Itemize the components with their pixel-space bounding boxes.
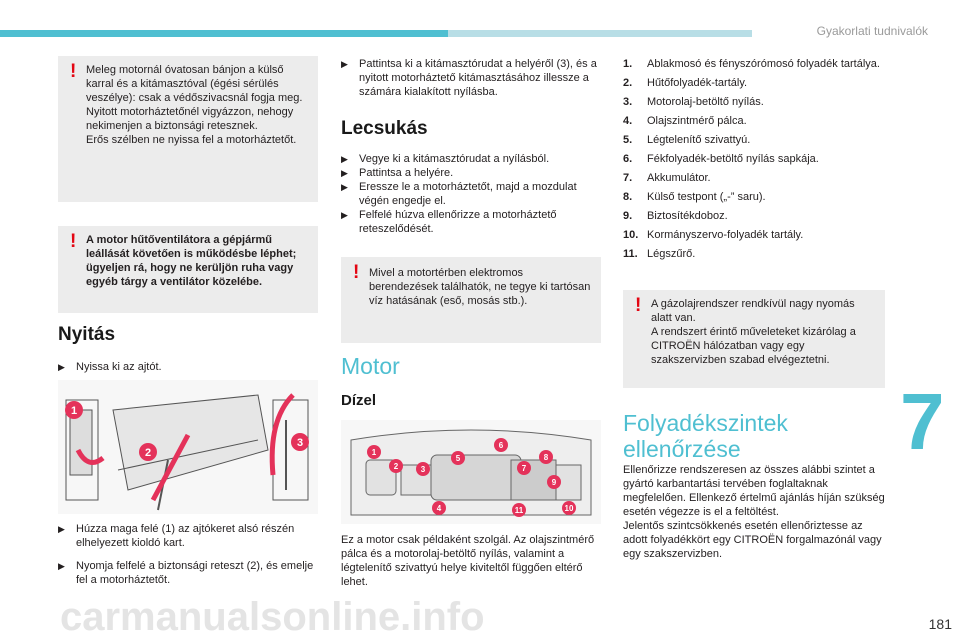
bullet-arrow-icon: ▶ bbox=[58, 362, 65, 372]
warning-box-hot-engine bbox=[58, 56, 318, 202]
heading-opening: Nyitás bbox=[58, 324, 116, 345]
callout-label: 7 bbox=[521, 464, 527, 473]
callout-label: 11 bbox=[514, 506, 524, 515]
warning-icon: ! bbox=[353, 262, 360, 283]
step-text: Eressze le a motorháztetőt, majd a mozdulat végén engedje el. bbox=[359, 181, 577, 207]
callout-label: 5 bbox=[455, 454, 461, 463]
list-item: 10. Kormányszervo-folyadék tartály. bbox=[623, 229, 804, 241]
section-title: Gyakorlati tudnivalók bbox=[816, 24, 928, 38]
list-item: 1. Ablakmosó és fényszórómosó folyadék tartálya. bbox=[623, 58, 880, 70]
step-text: Nyissa ki az ajtót. bbox=[76, 361, 162, 373]
opening-steps bbox=[58, 522, 318, 587]
watermark: carmanualsonline.info bbox=[60, 595, 485, 639]
warning-text: Meleg motornál óvatosan bánjon a külső karral és a kitámasztóval (égési sérülés veszélye): csak a védőszivacsnál fogja meg. Nyitott motorháztetőnél vigyázzon, nehogy nekimenjen a biztonsági retesznek. Erős szélben ne nyissa fel a motorháztetőt. bbox=[86, 64, 303, 146]
warning-box-electrical bbox=[341, 257, 601, 343]
list-item: 6. Fékfolyadék-betöltő nyílás sapkája. bbox=[623, 153, 819, 165]
engine-caption: Ez a motor csak példaként szolgál. Az olajszintmérő pálca és a motorolaj-betöltő nyílás, valamint a légtelenítő szivattyú helye kiviteltől függően eltérő lehet. bbox=[341, 534, 595, 588]
heading-diesel: Dízel bbox=[341, 392, 377, 409]
list-item: 5. Légtelenítő szivattyú. bbox=[623, 134, 751, 146]
bullet-arrow-icon: ▶ bbox=[58, 524, 65, 534]
engine-components-list bbox=[623, 57, 893, 266]
bullet-arrow-icon: ▶ bbox=[341, 59, 348, 69]
callout-label: 3 bbox=[420, 465, 426, 474]
callout-label: 10 bbox=[564, 504, 574, 513]
list-item: 8. Külső testpont („-” saru). bbox=[623, 191, 766, 203]
section-title-engine: Motor bbox=[341, 353, 400, 379]
bullet-arrow-icon: ▶ bbox=[341, 168, 348, 178]
page-number: 181 bbox=[928, 616, 952, 632]
step-text: Pattintsa ki a kitámasztórudat a helyéről (3), és a nyitott motorháztető kitámasztásához illessze a számára kialakított nyílásba. bbox=[359, 58, 597, 98]
opening-step-1 bbox=[58, 360, 318, 374]
warning-text: A gázolajrendszer rendkívül nagy nyomás alatt van. A rendszert érintő műveleteket kizárólag a CITROËN hálózatban vagy egy szakszervizben szabad elvégeztetni. bbox=[651, 298, 856, 366]
bullet-arrow-icon: ▶ bbox=[341, 210, 348, 220]
warning-icon: ! bbox=[70, 231, 77, 252]
step-text: Nyomja felfelé a biztonsági reteszt (2), és emelje fel a motorháztetőt. bbox=[76, 560, 314, 586]
header-bar-accent bbox=[0, 30, 448, 37]
callout-label: 2 bbox=[393, 462, 399, 471]
list-item: 2. Hűtőfolyadék-tartály. bbox=[623, 77, 748, 89]
warning-icon: ! bbox=[70, 61, 77, 82]
list-item: 3. Motorolaj-betöltő nyílás. bbox=[623, 96, 764, 108]
warning-icon: ! bbox=[635, 295, 642, 316]
warning-text: Mivel a motortérben elektromos berendezések találhatók, ne tegye ki tartósan víz hatásának (eső, mosás stb.). bbox=[369, 267, 591, 307]
step-text: Pattintsa a helyére. bbox=[359, 167, 454, 179]
prop-rod-step bbox=[341, 57, 601, 99]
section-title-fluid-levels: Folyadékszintek ellenőrzése bbox=[623, 410, 788, 462]
heading-closing: Lecsukás bbox=[341, 118, 428, 139]
callout-label: 1 bbox=[371, 448, 377, 457]
header-bar bbox=[0, 30, 752, 37]
bullet-arrow-icon: ▶ bbox=[58, 561, 65, 571]
callout-label: 8 bbox=[543, 453, 549, 462]
hood-opening-illustration bbox=[58, 380, 318, 514]
step-text: Húzza maga felé (1) az ajtókeret alsó részén elhelyezett kioldó kart. bbox=[76, 523, 295, 549]
list-item: 4. Olajszintmérő pálca. bbox=[623, 115, 747, 127]
warning-text: A motor hűtőventilátora a gépjármű leállását követően is működésbe léphet; ügyeljen rá, hogy ne kerüljön ruha vagy egyéb tárgy a ventilátor közelébe. bbox=[86, 234, 297, 288]
chapter-tab: 7 bbox=[900, 377, 945, 466]
callout-label: 3 bbox=[296, 437, 304, 449]
callout-label: 1 bbox=[70, 405, 78, 417]
closing-steps bbox=[341, 152, 601, 236]
step-text: Felfelé húzva ellenőrizze a motorháztető reteszelődését. bbox=[359, 209, 557, 235]
list-item: 7. Akkumulátor. bbox=[623, 172, 711, 184]
callout-label: 2 bbox=[144, 447, 152, 459]
bullet-arrow-icon: ▶ bbox=[341, 154, 348, 164]
engine-bay-illustration bbox=[341, 420, 601, 524]
callout-label: 4 bbox=[436, 504, 442, 513]
list-item: 11. Légszűrő. bbox=[623, 248, 696, 260]
callout-label: 6 bbox=[498, 441, 504, 450]
warning-box-diesel-pressure bbox=[623, 290, 885, 388]
list-item: 9. Biztosítékdoboz. bbox=[623, 210, 728, 222]
bullet-arrow-icon: ▶ bbox=[341, 182, 348, 192]
warning-box-fan bbox=[58, 226, 318, 313]
step-text: Vegye ki a kitámasztórudat a nyílásból. bbox=[359, 153, 550, 165]
callout-label: 9 bbox=[551, 478, 557, 487]
fluid-levels-paragraph: Ellenőrizze rendszeresen az összes alábbi szintet a gyártó karbantartási tervében foglaltaknak megfelelően. Ellenkező értelmű ajánlás híján szükség esetén végezze is el a feltöltést. Jelentős szintcsökkenés esetén ellenőriztesse az adott folyadékkört egy CITROËN forgalmazónál vagy egy szakszervizben. bbox=[623, 464, 885, 560]
